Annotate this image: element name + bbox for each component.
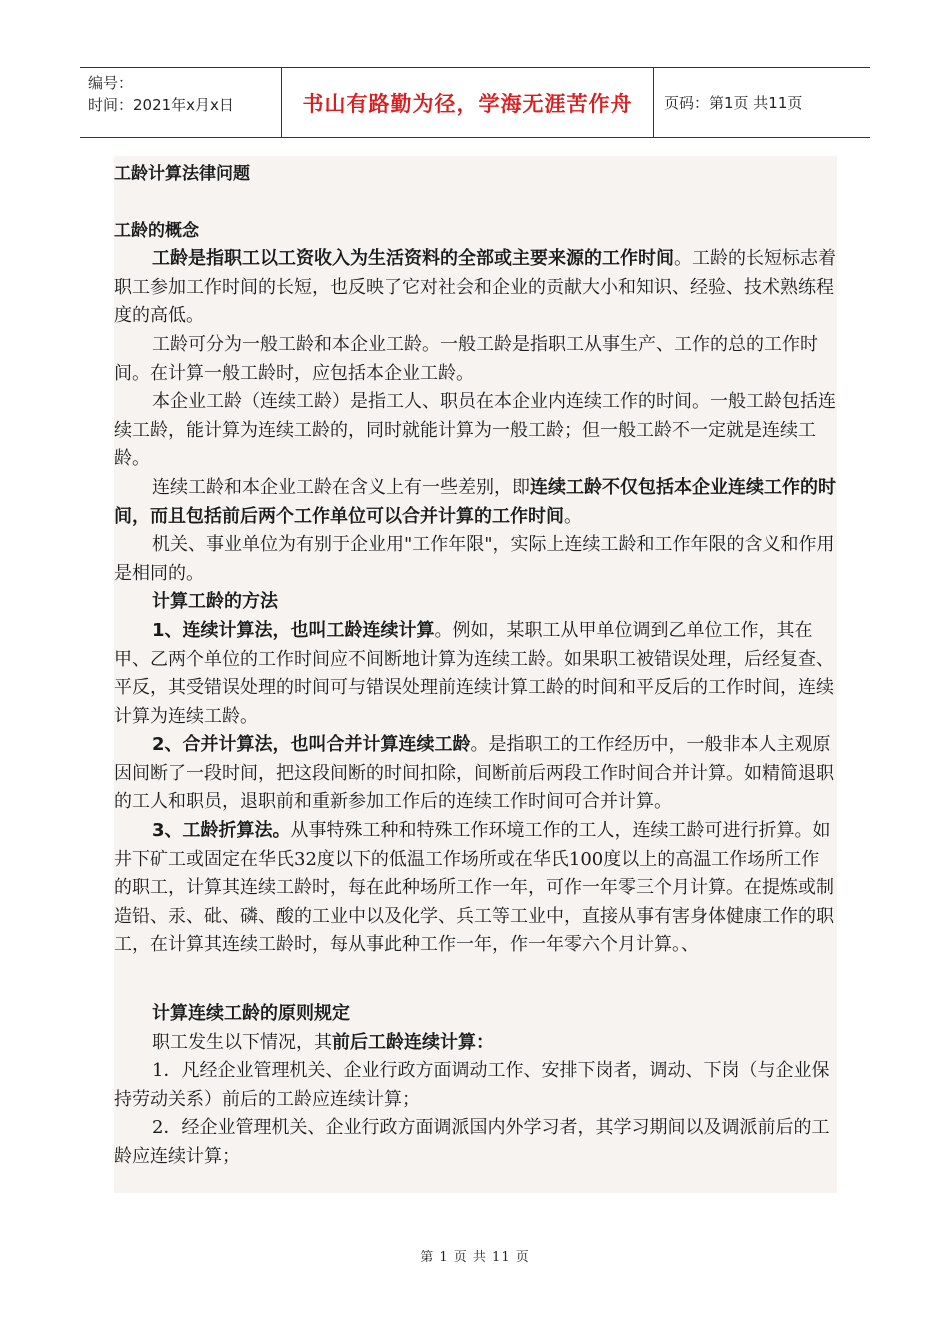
paragraph-text: 。工龄的长短标志着职工参加工作时间的长短，也反映了它对社会和企业的贡献大小和知识、经验、技术熟练程度的高低。 xyxy=(114,248,836,327)
paragraph: 工龄可分为一般工龄和本企业工龄。一般工龄是指职工从事生产、工作的总的工作时间。在计算一般工龄时，应包括本企业工龄。 xyxy=(114,333,818,384)
paragraph-text: 。是指职工的工作经历中，一般非本人主观原因间断了一段时间，把这段间断的时间扣除，间断前后两段工作时间合并计算。如精简退职的工人和职员，退职前和重新参加工作后的连续工作时间可合并计算。 xyxy=(114,734,834,813)
paragraph-text: 。 xyxy=(564,505,582,527)
heading-text: 计算连续工龄的原则规定 xyxy=(152,1003,350,1025)
header-page-info: 页码：第1页 共11页 xyxy=(664,94,803,112)
emphasis-text: 前后工龄连续计算： xyxy=(332,1031,494,1053)
paragraph: 本企业工龄（连续工龄）是指工人、职员在本企业内连续工作的时间。一般工龄包括连续工龄，能计算为连续工龄的，同时就能计算为一般工龄；但一般工龄不一定就是连续工龄。 xyxy=(114,391,836,470)
page-footer: 第 1 页 共 11 页 xyxy=(420,1250,530,1265)
date-label: 时间：2021年x月x日 xyxy=(88,96,234,114)
paragraph xyxy=(114,731,837,817)
paragraph xyxy=(114,1029,837,1058)
header-meta xyxy=(80,68,282,137)
paragraph: 机关、事业单位为有别于企业用"工作年限"，实际上连续工龄和工作年限的含义和作用是相同的。 xyxy=(114,534,835,584)
paragraph xyxy=(114,817,837,960)
emphasis-text: 连续工龄不仅包括本企业连续工作的时间，而且包括前后两个工作单位可以合并计算的工作时间 xyxy=(114,476,836,527)
list-item: 2．经企业管理机关、企业行政方面调派国内外学习者，其学习期间以及调派前后的工龄应连续计算； xyxy=(114,1117,830,1167)
paragraph-text: 职工发生以下情况，其 xyxy=(152,1031,332,1053)
document-title: 工龄计算法律问题 xyxy=(114,164,250,184)
document-body xyxy=(114,156,837,1193)
section-heading-concept: 工龄的概念 xyxy=(114,220,199,241)
emphasis-text: 3、工龄折算法。 xyxy=(152,820,291,842)
page-header xyxy=(80,67,870,138)
paragraph xyxy=(114,474,837,531)
paragraph xyxy=(114,245,837,331)
emphasis-text: 1、连续计算法，也叫工龄连续计算 xyxy=(152,619,435,641)
heading-text: 计算工龄的方法 xyxy=(152,591,278,613)
section-heading-method xyxy=(114,588,837,617)
paragraph-text: 。例如，某职工从甲单位调到乙单位工作，其在甲、乙两个单位的工作时间应不间断地计算为连续工龄。如果职工被错误处理，后经复查、平反，其受错误处理的时间可与错误处理前连续计算工龄的时间和平反后的工作时间，连续计算为连续工龄。 xyxy=(114,619,834,727)
section-heading-rules xyxy=(114,1000,837,1029)
emphasis-text: 2、合并计算法，也叫合并计算连续工龄 xyxy=(152,734,471,756)
paragraph xyxy=(114,617,837,731)
list-item: 1．凡经企业管理机关、企业行政方面调动工作、安排下岗者，调动、下岗（与企业保持劳动关系）前后的工龄应连续计算； xyxy=(114,1060,830,1110)
paragraph-text: 从事特殊工种和特殊工作环境工作的工人，连续工龄可进行折算。如井下矿工或固定在华氏32度以下的低温工作场所或在华氏100度以上的高温工作场所工作的职工，计算其连续工龄时，每在此种场所工作一年，可作一年零三个月计算。在提炼或制造铅、汞、砒、磷、酸的工业中以及化学、兵工等工业中，直接从事有害身体健康工作的职工，在计算其连续工龄时，每从事此种工作一年，作一年零六个月计算。、 xyxy=(114,820,834,956)
number-label: 编号： xyxy=(88,74,134,92)
header-motto: 书山有路勤为径，学海无涯苦作舟 xyxy=(282,68,654,137)
paragraph-text: 连续工龄和本企业工龄在含义上有一些差别，即 xyxy=(152,476,530,498)
emphasis-text: 工龄是指职工以工资收入为生活资料的全部或主要来源的工作时间 xyxy=(152,248,674,270)
